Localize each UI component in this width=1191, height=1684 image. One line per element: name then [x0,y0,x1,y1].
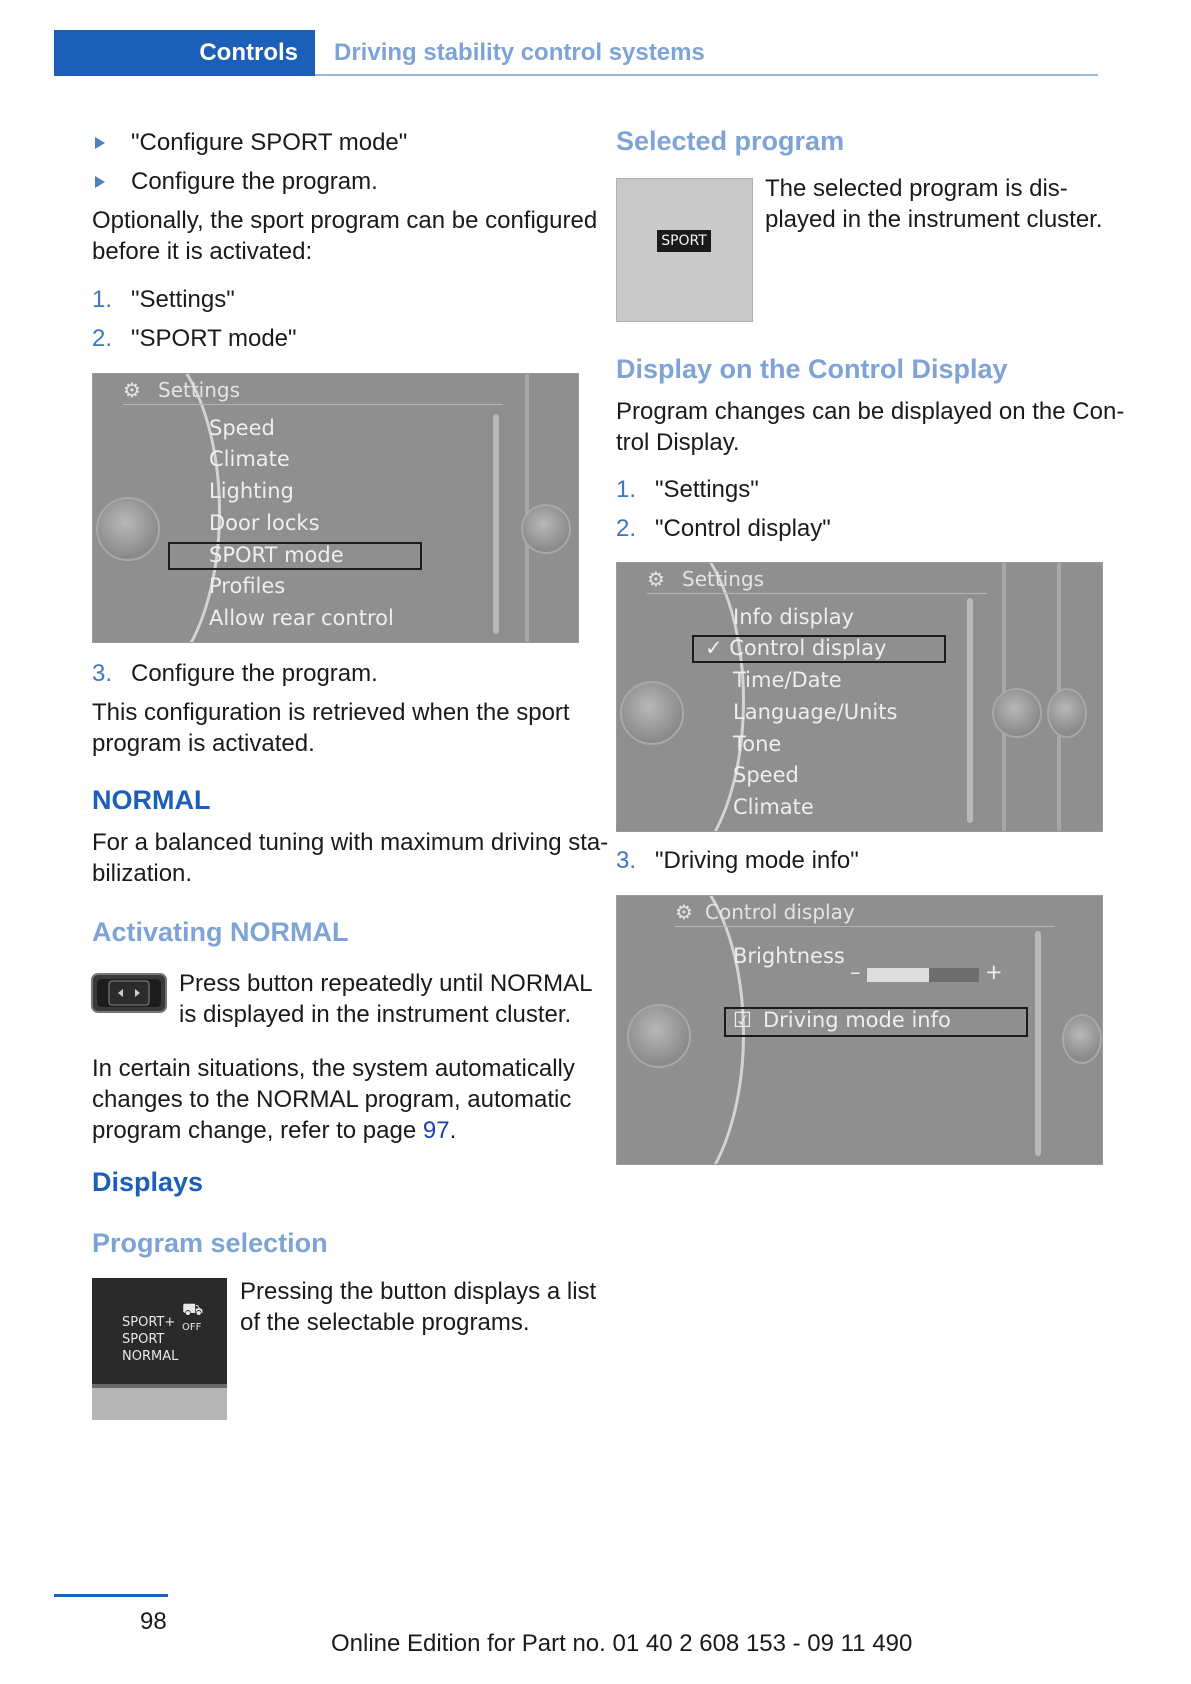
controller-knob-icon [96,497,160,561]
menu-item-sport-mode: SPORT mode [209,543,344,567]
screen-title: Settings [158,378,241,402]
program-selection-button [92,1278,227,1420]
title-underline [123,404,503,405]
display-icon [1047,688,1087,738]
step-number: 2. [92,325,113,352]
activating-normal-heading: Activating NORMAL [92,917,349,947]
bullet-configure-program: Configure the program. [131,168,378,195]
display-icon [1062,1014,1102,1064]
car-settings-icon [521,504,571,554]
screen-scrollbar [967,598,973,823]
screen-divider [525,374,529,642]
menu-item-allow-rear-control: Allow rear control [209,606,394,630]
title-underline [647,593,987,594]
car-gear-icon: ⚙ [675,900,693,924]
header-section: Controls [199,39,298,66]
step-number: 1. [616,476,637,503]
menu-item-language-units: Language/Units [733,700,898,724]
menu-item-climate: Climate [209,447,290,471]
button-base [92,1388,227,1420]
menu-item-lighting: Lighting [209,479,294,503]
brightness-plus: + [985,960,1003,984]
driving-mode-button-icon [91,972,167,1014]
footer-edition: Online Edition for Part no. 01 40 2 608 153 - 09 11 490 [331,1630,913,1657]
page-number: 98 [140,1608,167,1635]
controller-knob-icon [620,681,684,745]
program-selection-text-line2: of the selectable programs. [240,1309,530,1336]
settings-screen-2 [616,562,1103,832]
step-configure-program: Configure the program. [131,660,378,687]
step-number: 3. [616,847,637,874]
selected-program-heading: Selected program [616,126,845,156]
brightness-label: Brightness [733,944,845,968]
situations-text-line3-body: program change, refer to page [92,1117,423,1144]
menu-item-driving-mode-info: Driving mode info [763,1008,951,1032]
bullet-configure-sport: "Configure SPORT mode" [131,129,408,156]
menu-item-control-display: ✓ Control display [705,636,887,660]
sport-badge: SPORT [657,230,711,252]
header-rule [315,74,1098,76]
situations-text-line1: In certain situations, the system automatically [92,1055,575,1082]
optional-text-line2: before it is activated: [92,238,313,265]
menu-item-info-display: Info display [733,605,854,629]
step-settings-right: "Settings" [655,476,759,503]
settings-screen [92,373,579,643]
menu-item-speed: Speed [733,763,799,787]
activating-text-line2: is displayed in the instrument cluster. [179,1001,572,1028]
program-selection-text-line1: Pressing the button displays a list [240,1278,597,1305]
situations-text-line2: changes to the NORMAL program, automatic [92,1086,572,1113]
button-edge [92,1384,227,1388]
dsc-off-label: OFF [182,1322,202,1333]
step-sport-mode: "SPORT mode" [131,325,297,352]
gear-icon: ⚙ [123,378,141,402]
gear-icon: ⚙ [647,567,665,591]
car-settings-icon [992,688,1042,738]
step-driving-mode-info: "Driving mode info" [655,847,859,874]
normal-heading: NORMAL [92,785,211,815]
activating-text-line1: Press button repeatedly until NORMAL [179,970,593,997]
brightness-slider [867,968,979,982]
bullet-triangle-icon [95,137,105,149]
step-number: 2. [616,515,637,542]
header-section-tab [54,30,315,76]
display-text-line2: trol Display. [616,429,740,456]
instrument-cluster-image [616,178,753,322]
screen-scrollbar [1035,931,1041,1156]
brightness-slider-fill [867,968,929,982]
bullet-triangle-icon [95,176,105,188]
menu-item-profiles: Profiles [209,574,286,598]
checkbox-icon: ☑ [733,1008,752,1032]
brightness-minus: – [850,960,861,984]
step-control-display: "Control display" [655,515,831,542]
displays-heading: Displays [92,1167,204,1197]
optional-text-line1: Optionally, the sport program can be configured [92,207,598,234]
controller-knob-icon [627,1004,691,1068]
screen-scrollbar [493,414,499,634]
button-label-sport-plus: SPORT+ [122,1315,176,1330]
dsc-car-icon: ⛟ [182,1300,204,1319]
step-settings: "Settings" [131,286,235,313]
menu-item-tone: Tone [733,732,782,756]
situations-text-line3 [92,1115,456,1146]
page-ref-link[interactable]: 97 [422,1117,450,1144]
selected-text-line1: The selected program is dis- [765,175,1068,202]
screen-title: Control display [705,900,855,924]
config-text-line2: program is activated. [92,730,315,757]
step-number: 3. [92,660,113,687]
button-label-sport: SPORT [122,1332,165,1347]
normal-text-line2: bilization. [92,860,193,887]
program-selection-heading: Program selection [92,1228,328,1258]
normal-text-line1: For a balanced tuning with maximum driving sta- [92,829,609,856]
display-control-heading: Display on the Control Display [616,354,1008,384]
screen-title: Settings [682,567,765,591]
footer-rule [54,1594,168,1597]
header-title: Driving stability control systems [334,39,705,66]
situations-period: . [449,1117,457,1144]
menu-item-climate: Climate [733,795,814,819]
config-text-line1: This configuration is retrieved when the sport [92,699,570,726]
step-number: 1. [92,286,113,313]
button-label-normal: NORMAL [122,1349,179,1364]
title-underline [675,926,1055,927]
menu-item-speed: Speed [209,416,275,440]
menu-item-door-locks: Door locks [209,511,320,535]
selected-text-line2: played in the instrument cluster. [765,206,1103,233]
control-display-screen [616,895,1103,1165]
menu-item-time-date: Time/Date [733,668,842,692]
display-text-line1: Program changes can be displayed on the Con- [616,398,1125,425]
